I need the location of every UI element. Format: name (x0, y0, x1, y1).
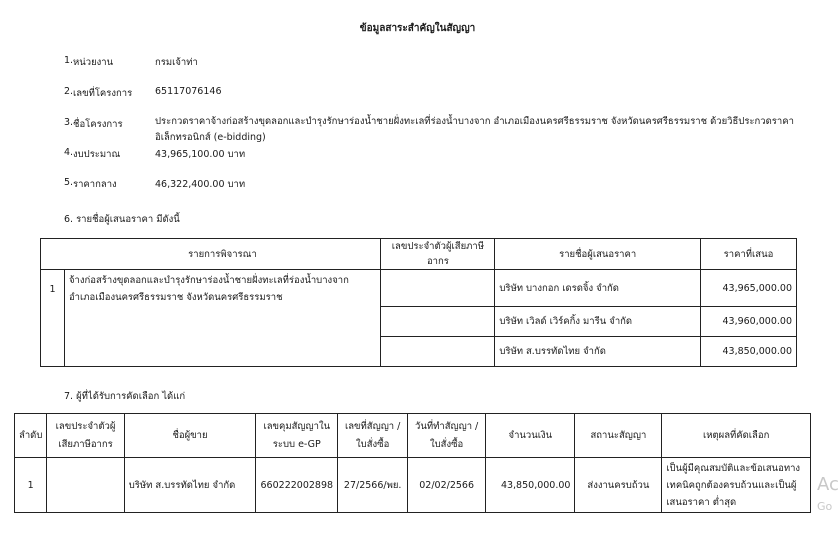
header-cell: วันที่ทำสัญญา / ใบสั่งซื้อ (408, 414, 486, 458)
header-cell: ราคาที่เสนอ (701, 239, 797, 270)
bid-price: 43,965,000.00 (701, 270, 797, 307)
table-row (41, 270, 797, 307)
egp-number: 660222002898 (256, 458, 338, 513)
bid-price: 43,850,000.00 (701, 337, 797, 367)
contract-date: 02/02/2566 (408, 458, 486, 513)
row-number: 1 (41, 270, 65, 367)
header-cell: เลขที่สัญญา / ใบสั่งซื้อ (338, 414, 408, 458)
header-cell: รายชื่อผู้เสนอราคา (495, 239, 701, 270)
header-cell: เลขคุมสัญญาในระบบ e-GP (256, 414, 338, 458)
table-row (15, 458, 811, 513)
item-label-budget: งบประมาณ (73, 149, 121, 160)
header-cell (41, 239, 65, 270)
item-number: 2. (64, 86, 74, 97)
item-number: 5. (64, 177, 74, 188)
contract-status: ส่งงานครบถ้วน (575, 458, 662, 513)
selected-vendor-table (14, 413, 811, 513)
header-cell: รายการพิจารณา (64, 239, 381, 270)
item-value-median-price: 46,322,400.00 บาท (155, 179, 246, 190)
bidder-name: บริษัท บางกอก เดรดจิ้ง จำกัด (495, 270, 701, 307)
activation-watermark-sub: Go (817, 500, 833, 513)
tax-id-cell (47, 458, 124, 513)
item-number: 3. (64, 117, 74, 128)
item-label-agency: หน่วยงาน (73, 57, 114, 68)
header-cell: สถานะสัญญา (575, 414, 662, 458)
header-cell: เลขประจำตัวผู้เสียภาษีอากร (47, 414, 124, 458)
bidder-name: บริษัท ส.บรรทัดไทย จำกัด (495, 337, 701, 367)
tax-id-cell (381, 307, 495, 337)
section-heading-selected: 7. ผู้ที่ได้รับการคัดเลือก ได้แก่ (64, 391, 186, 402)
header-cell: จำนวนเงิน (486, 414, 575, 458)
bidders-table (40, 238, 797, 367)
item-value-agency: กรมเจ้าท่า (155, 57, 198, 68)
item-number: 4. (64, 147, 74, 158)
bidder-name: บริษัท เวิลด์ เวิร์คกิ้ง มารีน จำกัด (495, 307, 701, 337)
item-value-project-no: 65117076146 (155, 86, 222, 97)
page-title: ข้อมูลสาระสำคัญในสัญญา (359, 23, 476, 34)
activation-watermark: Ac (817, 474, 839, 495)
section-heading-bidders: 6. รายชื่อผู้เสนอราคา มีดังนี้ (64, 214, 180, 225)
header-cell: เลขประจำตัวผู้เสียภาษีอากร (381, 239, 495, 270)
table-header-row (15, 414, 811, 458)
header-cell: เหตุผลที่คัดเลือก (662, 414, 811, 458)
bid-price: 43,960,000.00 (701, 307, 797, 337)
header-cell: ชื่อผู้ขาย (124, 414, 256, 458)
vendor-name: บริษัท ส.บรรทัดไทย จำกัด (124, 458, 256, 513)
item-description: จ้างก่อสร้างขุดลอกและบำรุงรักษาร่องน้ำชายฝั่งทะเลที่ร่องน้ำบางจาก อำเภอเมืองนครศรีธรรมราช จังหวัดนครศรีธรรมราช (64, 270, 381, 367)
tax-id-cell (381, 270, 495, 307)
selection-reason: เป็นผู้มีคุณสมบัติและข้อเสนอทางเทคนิคถูกต้องครบถ้วนและเป็นผู้เสนอราคา ต่ำสุด (662, 458, 811, 513)
item-number: 1. (64, 55, 74, 66)
tax-id-cell (381, 337, 495, 367)
contract-amount: 43,850,000.00 (486, 458, 575, 513)
item-label-project-no: เลขที่โครงการ (73, 88, 133, 99)
item-label-project-name: ชื่อโครงการ (73, 119, 123, 130)
header-cell: ลำดับ (15, 414, 47, 458)
table-header-row (41, 239, 797, 270)
row-number: 1 (15, 458, 47, 513)
contract-number: 27/2566/พย. (338, 458, 408, 513)
item-value-budget: 43,965,100.00 บาท (155, 149, 246, 160)
item-value-project-name: ประกวดราคาจ้างก่อสร้างขุดลอกและบำรุงรักษาร่องน้ำชายฝั่งทะเลที่ร่องน้ำบางจาก อำเภอเมืองนครศรีธรรมราช จังหวัดนครศรีธรรมราช ด้วยวิธีประกวดราคาอิเล็กทรอนิกส์ (e-bidding) (155, 116, 794, 143)
item-label-median-price: ราคากลาง (73, 179, 117, 190)
